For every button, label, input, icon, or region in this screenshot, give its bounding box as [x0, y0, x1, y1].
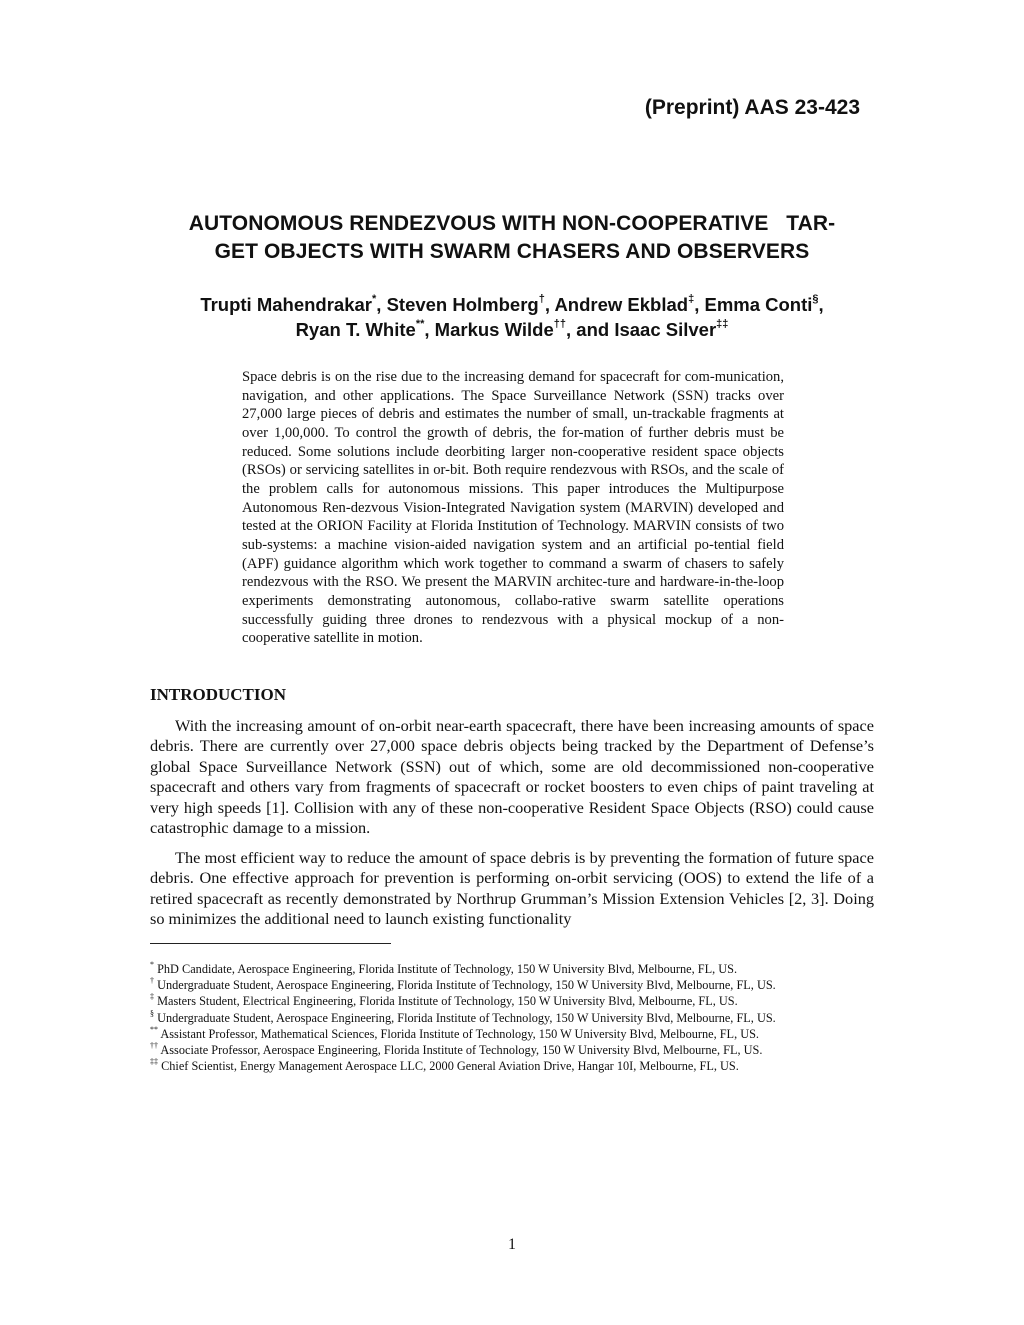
- paper-title: [150, 210, 874, 266]
- author-separator: ,: [818, 294, 824, 315]
- footnote-divider: [150, 943, 391, 944]
- paper-title-line-2: GET OBJECTS WITH SWARM CHASERS AND OBSERVERS: [214, 240, 810, 263]
- body-paragraph: The most efficient way to reduce the amount of space debris is by preventing the formation of future space debris. One effective approach for prevention is performing on-orbit servicing (OOS) to extend the life of a retired spacecraft as recently demonstrated by Northrup Grumman’s Mission Extension Vehicles [2, 3]. Doing so minimizes the additional need to launch existing functionality: [150, 848, 874, 929]
- author-name: Trupti Mahendrakar: [200, 294, 372, 315]
- author-separator: , and: [566, 319, 615, 340]
- footnote: [150, 961, 874, 977]
- page-number: 1: [508, 1236, 516, 1253]
- author-name: Markus Wilde: [434, 319, 554, 340]
- author-separator: ,: [424, 319, 435, 340]
- footnote-text: Chief Scientist, Energy Management Aerospace LLC, 2000 General Aviation Drive, Hangar 10I, Melbourne, FL, US.: [158, 1059, 739, 1074]
- author-affiliation-mark: ‡‡: [716, 317, 729, 330]
- author-name: Emma Conti: [704, 294, 813, 315]
- author-separator: ,: [376, 294, 387, 315]
- footnote-text: Associate Professor, Aerospace Engineering, Florida Institute of Technology, 150 W University Blvd, Melbourne, FL, US.: [158, 1043, 763, 1058]
- author-separator: ,: [544, 294, 555, 315]
- author-name: Isaac Silver: [614, 319, 717, 340]
- preprint-label: (Preprint) AAS 23-423: [644, 96, 860, 119]
- author-affiliation-mark: §: [812, 292, 819, 305]
- footnote: [150, 1058, 874, 1074]
- footnote-text: Assistant Professor, Mathematical Sciences, Florida Institute of Technology, 150 W University Blvd, Melbourne, FL, US.: [158, 1026, 760, 1041]
- footnote-text: PhD Candidate, Aerospace Engineering, Florida Institute of Technology, 150 W University Blvd, Melbourne, FL, US.: [154, 962, 738, 976]
- footnote-mark: *: [150, 959, 154, 969]
- body-paragraph: With the increasing amount of on-orbit near-earth spacecraft, there have been increasing amounts of space debris. There are currently over 27,000 space debris objects being tracked by the Department of Defense’s global Space Surveillance Network (SSN) out of which, some are old decommissioned non-cooperative spacecraft and others vary from fragments of spacecraft or rocket boosters to even chips of paint traveling at very high speeds [1]. Collision with any of these non-cooperative Resident Space Objects (RSO) could cause catastrophic damage to a mission.: [150, 716, 874, 838]
- author-affiliation-mark: ‡: [688, 292, 695, 305]
- footnote-mark: §: [150, 1008, 154, 1018]
- footnote: [150, 993, 874, 1009]
- abstract: Space debris is on the rise due to the increasing demand for spacecraft for com-munication, navigation, and other applications. The Space Surveillance Network (SSN) tracks over 27,000 large pieces of debris and estimates the number of small, un-trackable fragments at over 1,00,000. To control the growth of debris, the for-mation of further debris must be reduced. Some solutions include deorbiting larger non-cooperative resident space objects (RSOs) or servicing satellites in or-bit. Both require rendezvous with RSOs, and the scale of the problem calls for autonomous missions. This paper introduces the Multipurpose Autonomous Ren-dezvous Vision-Integrated Navigation system (MARVIN) developed and tested at the ORION Facility at Florida Institution of Technology. MARVIN consists of two sub-systems: a machine vision-aided navigation system and an artificial po-tential field (APF) guidance algorithm which work together to command a swarm of chasers to safely rendezvous with the RSO. We present the MARVIN architec-ture and hardware-in-the-loop experiments demonstrating autonomous, collabo-rative swarm satellite operations successfully guiding three drones to rendezvous with a physical mockup of a non-cooperative satellite in motion.: [242, 369, 784, 647]
- footnote: [150, 1042, 874, 1058]
- footnote-text: Undergraduate Student, Aerospace Engineering, Florida Institute of Technology, 150 W University Blvd, Melbourne, FL, US.: [154, 1010, 776, 1025]
- author-list: [150, 292, 874, 342]
- author-separator: ,: [694, 294, 705, 315]
- author-name: Steven Holmberg: [386, 294, 539, 315]
- section-heading-introduction: INTRODUCTION: [150, 685, 287, 704]
- footnote-text: Masters Student, Electrical Engineering, Florida Institute of Technology, 150 W University Blvd, Melbourne, FL, US.: [154, 994, 738, 1009]
- footnote-mark: ††: [150, 1040, 158, 1050]
- footnote-text: Undergraduate Student, Aerospace Engineering, Florida Institute of Technology, 150 W University Blvd, Melbourne, FL, US.: [154, 978, 776, 993]
- footnote-mark: ‡: [150, 992, 154, 1002]
- footnote-mark: **: [150, 1024, 158, 1034]
- author-affiliation-mark: ††: [553, 317, 567, 330]
- footnotes: [150, 961, 874, 1074]
- author-affiliation-mark: †: [538, 292, 545, 305]
- footnote: [150, 1026, 874, 1042]
- author-affiliation-mark: **: [415, 317, 425, 330]
- author-affiliation-mark: *: [372, 292, 377, 305]
- footnote: [150, 977, 874, 993]
- footnote: [150, 1010, 874, 1026]
- footnote-mark: ‡‡: [150, 1057, 158, 1067]
- author-name: Andrew Ekblad: [554, 294, 689, 315]
- paper-title-line-1: AUTONOMOUS RENDEZVOUS WITH NON-COOPERATIVE TAR-: [188, 212, 836, 235]
- footnote-mark: †: [150, 976, 154, 986]
- author-name: Ryan T. White: [295, 319, 416, 340]
